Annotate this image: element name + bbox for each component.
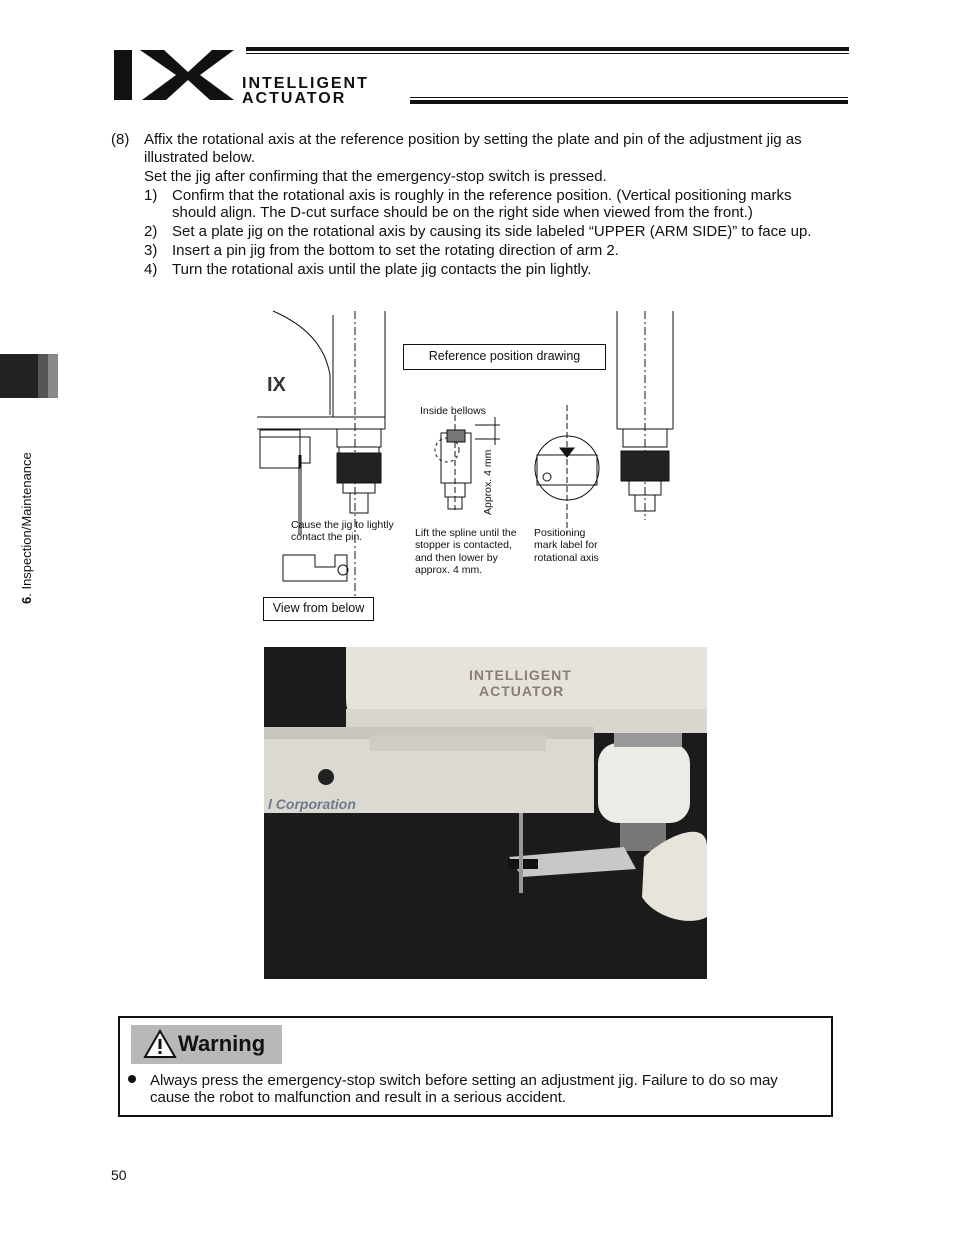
step-text-line3: Set the jig after confirming that the emergency-stop switch is pressed. bbox=[144, 168, 607, 185]
substep-1-line2: should align. The D-cut surface should be on the right side when viewed from the front.) bbox=[172, 204, 753, 221]
warning-text-line2: cause the robot to malfunction and result in a serious accident. bbox=[150, 1089, 567, 1106]
warning-bullet-icon bbox=[128, 1075, 136, 1083]
lift-spline-label-line1: Lift the spline until the bbox=[415, 527, 517, 539]
step-number: (8) bbox=[111, 131, 130, 148]
header-rule-top-thin bbox=[246, 53, 849, 54]
positioning-mark-label-line1: Positioning bbox=[534, 527, 586, 539]
substep-4-num: 4) bbox=[144, 261, 158, 278]
lift-spline-label-line2: stopper is contacted, bbox=[415, 539, 512, 551]
substep-4-line1: Turn the rotational axis until the plate jig contacts the pin lightly. bbox=[172, 261, 592, 278]
section-tab-marker bbox=[0, 354, 58, 398]
inside-bellows-label: Inside bellows bbox=[420, 405, 486, 417]
logo-actuator: ACTUATOR bbox=[242, 90, 347, 106]
photo-illustration bbox=[264, 647, 707, 979]
lift-spline-label-line4: approx. 4 mm. bbox=[415, 564, 483, 576]
positioning-mark-label-line3: rotational axis bbox=[534, 552, 599, 564]
photo-brand-line2: ACTUATOR bbox=[479, 683, 565, 699]
warning-text bbox=[150, 1072, 820, 1106]
logo-intelligent: INTELLIGENT bbox=[242, 75, 369, 92]
page-number: 50 bbox=[111, 1167, 127, 1183]
section-tab-label: 6. Inspection/Maintenance bbox=[19, 452, 34, 604]
diagram-small-logo: IX bbox=[267, 374, 286, 396]
positioning-mark-label-line2: mark label for bbox=[534, 539, 598, 551]
substep-2-line1: Set a plate jig on the rotational axis by causing its side labeled “UPPER (ARM SIDE)” to face up. bbox=[172, 223, 812, 240]
substep-3-line1: Insert a pin jig from the bottom to set the rotating direction of arm 2. bbox=[172, 242, 619, 259]
photo-brand-line1: INTELLIGENT bbox=[469, 667, 572, 683]
approx-4mm-label: Approx. 4 mm bbox=[482, 449, 494, 515]
jig-setup-photo bbox=[264, 647, 707, 979]
cause-jig-label-line1: Cause the jig to lightly bbox=[291, 519, 394, 531]
lift-spline-label-line3: and then lower by bbox=[415, 552, 498, 564]
reference-position-label: Reference position drawing bbox=[403, 344, 606, 370]
view-from-below-label: View from below bbox=[263, 597, 374, 621]
header-rule-bottom-thick bbox=[410, 100, 848, 104]
substep-3-num: 3) bbox=[144, 242, 158, 259]
header-rule-top-thick bbox=[246, 47, 849, 51]
warning-text-line1: Always press the emergency-stop switch before setting an adjustment jig. Failure to do so may bbox=[150, 1072, 778, 1089]
step-text-line2: illustrated below. bbox=[144, 149, 255, 166]
warning-triangle-icon bbox=[143, 1029, 177, 1059]
substep-1-line1: Confirm that the rotational axis is roughly in the reference position. (Vertical positioning marks bbox=[172, 187, 792, 204]
substep-2-num: 2) bbox=[144, 223, 158, 240]
warning-title: Warning bbox=[178, 1031, 266, 1056]
step-text-line1: Affix the rotational axis at the reference position by setting the plate and pin of the adjustment jig as bbox=[144, 131, 802, 148]
header-rule-bottom-thin bbox=[410, 97, 848, 98]
substep-1-num: 1) bbox=[144, 187, 158, 204]
photo-corporation-text: l Corporation bbox=[268, 796, 356, 812]
reference-position-diagram bbox=[255, 305, 685, 625]
cause-jig-label-line2: contact the pin. bbox=[291, 531, 363, 543]
